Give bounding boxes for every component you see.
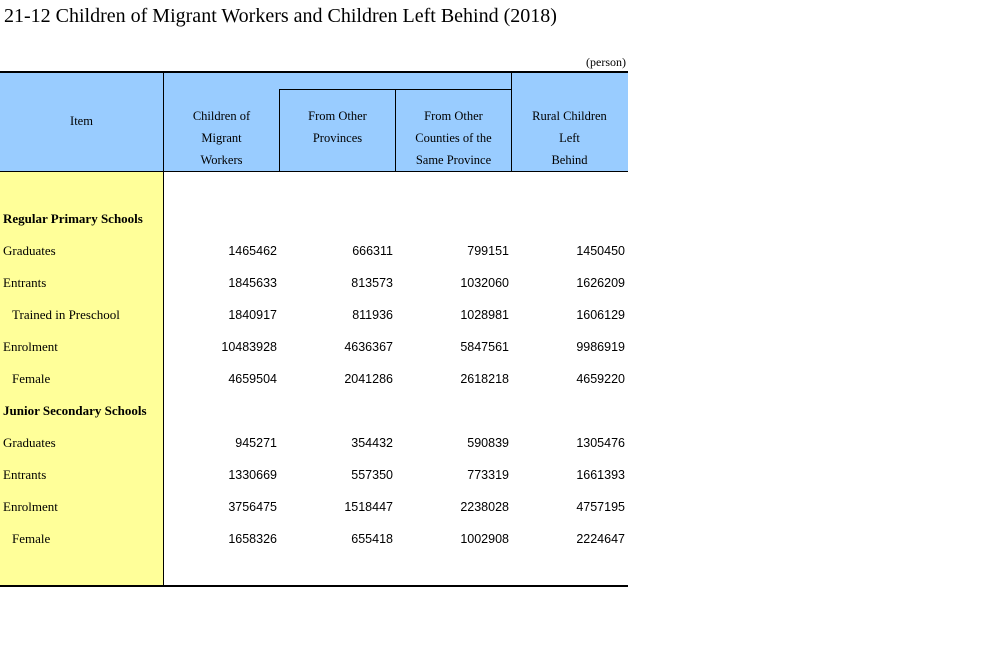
cell-other-provinces: 557350 — [351, 468, 393, 482]
cell-other-counties: 1028981 — [460, 308, 509, 322]
row-label: Female — [12, 531, 51, 546]
cell-children-migrant: 10483928 — [221, 340, 277, 354]
cell-left-behind: 9986919 — [576, 340, 625, 354]
row-label: Entrants — [3, 275, 47, 290]
cell-left-behind: 4659220 — [576, 372, 625, 386]
row-label: Entrants — [3, 467, 47, 482]
cell-left-behind: 1305476 — [576, 436, 625, 450]
cell-other-counties: 590839 — [467, 436, 509, 450]
cell-children-migrant: 1658326 — [228, 532, 277, 546]
cell-other-provinces: 1518447 — [344, 500, 393, 514]
cell-left-behind: 1450450 — [576, 244, 625, 258]
row-label: Enrolment — [3, 499, 58, 514]
cell-children-migrant: 945271 — [235, 436, 277, 450]
header-other-provinces: From Other Provinces — [308, 109, 367, 145]
row-label: Female — [12, 371, 51, 386]
cell-children-migrant: 1465462 — [228, 244, 277, 258]
table-row — [0, 523, 628, 555]
cell-children-migrant: 4659504 — [228, 372, 277, 386]
header-left-behind: Rural Children Left Behind — [532, 109, 607, 167]
cell-left-behind: 1626209 — [576, 276, 625, 290]
table-row — [0, 235, 628, 267]
cell-other-provinces: 2041286 — [344, 372, 393, 386]
cell-left-behind: 1606129 — [576, 308, 625, 322]
table-row — [0, 363, 628, 395]
table-bottom-rule — [0, 585, 628, 587]
cell-other-provinces: 811936 — [352, 308, 393, 322]
header-children-migrant: Children of Migrant Workers — [192, 109, 251, 167]
cell-children-migrant: 1845633 — [228, 276, 277, 290]
section-label: Regular Primary Schools — [3, 211, 143, 226]
cell-left-behind: 4757195 — [576, 500, 625, 514]
header-item: Item — [70, 114, 93, 128]
table-row — [0, 203, 628, 235]
table-row — [0, 395, 628, 427]
cell-other-counties: 1032060 — [460, 276, 509, 290]
table-row — [0, 299, 628, 331]
cell-other-counties: 5847561 — [460, 340, 509, 354]
cell-left-behind: 2224647 — [576, 532, 625, 546]
cell-other-provinces: 666311 — [352, 244, 393, 258]
data-table — [0, 71, 628, 587]
table-row — [0, 459, 628, 491]
cell-other-provinces: 813573 — [351, 276, 393, 290]
cell-other-counties: 799151 — [467, 244, 509, 258]
section-label: Junior Secondary Schools — [3, 403, 147, 418]
cell-other-counties: 773319 — [467, 468, 509, 482]
cell-other-counties: 2238028 — [460, 500, 509, 514]
table-row — [0, 427, 628, 459]
cell-children-migrant: 3756475 — [228, 500, 277, 514]
cell-other-provinces: 655418 — [351, 532, 393, 546]
header-other-counties: From Other Counties of the Same Province — [415, 109, 492, 167]
cell-other-counties: 2618218 — [460, 372, 509, 386]
cell-children-migrant: 1330669 — [228, 468, 277, 482]
cell-other-counties: 1002908 — [460, 532, 509, 546]
cell-other-provinces: 354432 — [351, 436, 393, 450]
cell-left-behind: 1661393 — [576, 468, 625, 482]
row-label: Graduates — [3, 435, 56, 450]
unit-label: (person) — [586, 55, 626, 69]
row-label: Graduates — [3, 243, 56, 258]
row-label: Enrolment — [3, 339, 58, 354]
table-row — [0, 491, 628, 523]
cell-children-migrant: 1840917 — [228, 308, 277, 322]
subheader-rule — [279, 89, 512, 90]
cell-other-provinces: 4636367 — [344, 340, 393, 354]
row-label: Trained in Preschool — [12, 307, 120, 322]
table-row — [0, 331, 628, 363]
table-top-rule — [0, 71, 628, 73]
page-title: 21-12 Children of Migrant Workers and Children Left Behind (2018) — [4, 5, 557, 27]
table-row — [0, 267, 628, 299]
